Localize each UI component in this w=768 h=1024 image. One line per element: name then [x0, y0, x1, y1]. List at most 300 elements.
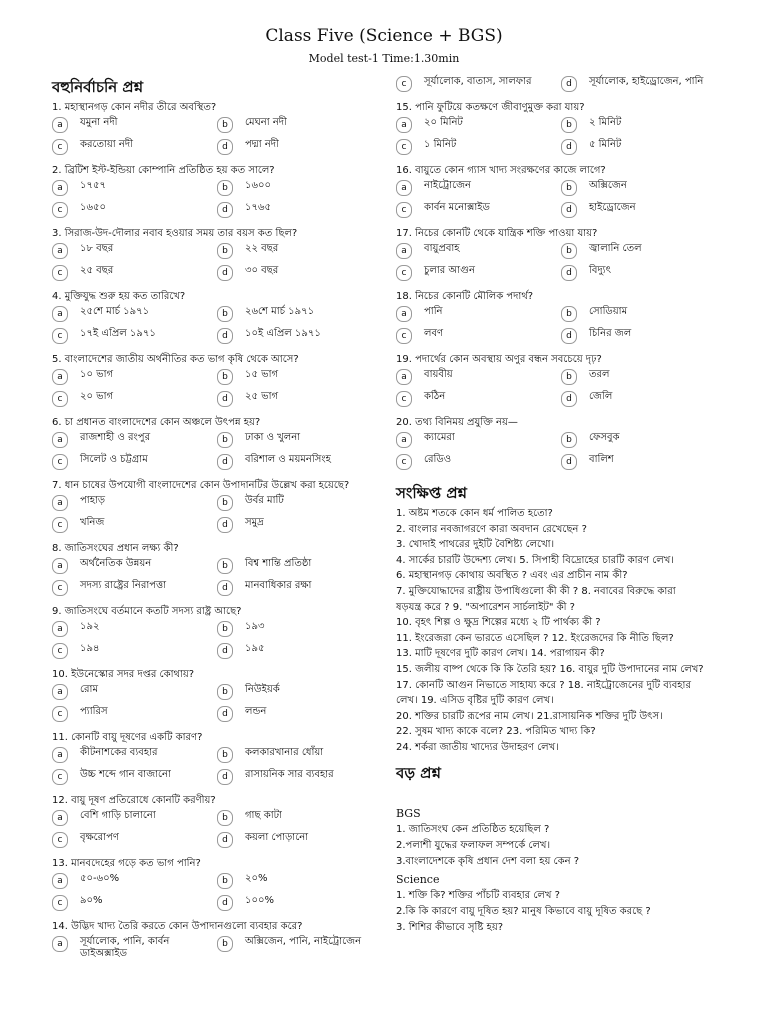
option-text: ১০ ভাগ [80, 369, 114, 380]
option-letter-d: d [217, 265, 233, 281]
option-letter-a: a [52, 180, 68, 196]
option-grid [396, 117, 726, 161]
mcq-list-left [52, 100, 382, 958]
mcq-question [52, 730, 382, 791]
option-text: ২০ ভাগ [80, 391, 114, 402]
option-letter-d: d [217, 580, 233, 596]
question-text: 1. মহাস্থানগড় কোন নদীর তীরে অবস্থিত? [52, 102, 217, 113]
option-text: তরল [589, 369, 610, 380]
option-text: ১৬৫০ [80, 202, 106, 213]
option-text: ১০ই এপ্রিল ১৯৭১ [245, 328, 321, 339]
option-c [52, 580, 217, 602]
option-text: ১৯২ [80, 621, 100, 632]
option-letter-b: b [561, 180, 577, 196]
question-text: 18. নিচের কোনটি মৌলিক পদার্থ? [396, 291, 534, 302]
mcq-question [52, 289, 382, 350]
option-text: কার্বন মনোক্সাইড [424, 202, 490, 213]
mcq-question [396, 100, 726, 161]
option-text: যমুনা নদী [80, 117, 118, 128]
option-d [561, 76, 726, 98]
option-a [52, 558, 217, 580]
option-text: জ্বালানি তেল [589, 243, 642, 254]
mcq-question [52, 541, 382, 602]
option-a [52, 495, 217, 517]
option-text: অক্সিজেন [589, 180, 627, 191]
option-text: রেডিও [424, 454, 452, 465]
option-text: ৫ মিনিট [589, 139, 622, 150]
option-letter-d: d [217, 769, 233, 785]
option-c [52, 328, 217, 350]
option-text: করতোয়া নদী [80, 139, 133, 150]
option-letter-b: b [561, 243, 577, 259]
option-text: সমুদ্র [245, 517, 264, 528]
option-text: ১৭৫৭ [80, 180, 106, 191]
option-text: রাসায়নিক সার ব্যবহার [245, 769, 334, 780]
broad-heading: বড় প্রশ্ন [396, 763, 441, 782]
option-b [217, 117, 382, 139]
option-c [52, 454, 217, 476]
option-d [561, 139, 726, 161]
option-b [217, 306, 382, 328]
option-text: নিউইয়র্ক [245, 684, 280, 695]
short-question-list [396, 506, 726, 756]
option-text: বালিশ [589, 454, 614, 465]
mcq-question [52, 100, 382, 161]
option-text: কীটনাশকের ব্যবহার [80, 747, 158, 758]
mcq-question [396, 289, 726, 350]
question-text: 2. ব্রিটিশ ইস্ট-ইন্ডিয়া কোম্পানি প্রতিষ্ঠিত হয় কত সালে? [52, 165, 275, 176]
option-b [217, 684, 382, 706]
option-a [52, 936, 217, 958]
bgs-question-list [396, 822, 726, 870]
option-text: চুলার আগুন [424, 265, 475, 276]
option-text: বেশি গাড়ি চালানো [80, 810, 156, 821]
option-letter-a: a [52, 873, 68, 889]
option-text: লবণ [424, 328, 444, 339]
option-letter-c: c [396, 76, 412, 92]
option-c [52, 202, 217, 224]
option-b [217, 432, 382, 454]
short-heading: সংক্ষিপ্ত প্রশ্ন [396, 484, 467, 502]
option-letter-d: d [561, 202, 577, 218]
science-question-list [396, 888, 726, 936]
option-a [396, 117, 561, 139]
option-text: রোম [80, 684, 99, 695]
option-letter-c: c [52, 391, 68, 407]
option-letter-a: a [396, 243, 412, 259]
option-letter-b: b [217, 747, 233, 763]
mcq-question [52, 478, 382, 539]
question-text: 17. নিচের কোনটি থেকে যান্ত্রিক শক্তি পাওয়া যায়? [396, 228, 598, 239]
option-b [561, 243, 726, 265]
option-grid [396, 180, 726, 224]
option-text: মেঘনা নদী [245, 117, 287, 128]
option-text: গাছ কাটা [245, 810, 282, 821]
option-text: বরিশাল ও ময়মনসিংহ [245, 454, 331, 465]
mcq-question [52, 226, 382, 287]
option-letter-d: d [561, 139, 577, 155]
option-grid [52, 558, 382, 602]
short-question: 7. মুক্তিযোদ্ধাদের রাষ্ট্রীয় উপাধিগুলো কী কী ? 8. নবাবের বিরুদ্ধে কারা [396, 585, 676, 597]
option-text: ২৫ বছর [80, 265, 114, 276]
option-text: খনিজ [80, 517, 105, 528]
question-text: 19. পদার্থের কোন অবস্থায় অণুর বন্ধন সবচেয়ে দৃঢ়? [396, 354, 602, 365]
short-question: 10. বৃহৎ শিল্প ও ক্ষুদ্র শিল্পের মধ্যে ২ টি পার্থক্য কী ? [396, 617, 601, 629]
option-text: ২২ বছর [245, 243, 279, 254]
option-text: ১৭৬৫ [245, 202, 271, 213]
option-b [217, 180, 382, 202]
short-question: 22. সুষম খাদ্য কাকে বলে? 23. পরিমিত খাদ্য কি? [396, 726, 596, 738]
option-letter-b: b [217, 243, 233, 259]
option-letter-b: b [217, 558, 233, 574]
option-letter-a: a [52, 432, 68, 448]
option-text: কঠিন [424, 391, 446, 402]
option-c [52, 391, 217, 413]
page-title: Class Five (Science + BGS) [265, 26, 503, 46]
option-letter-a: a [396, 306, 412, 322]
science-question: 3. শিশির কীভাবে সৃষ্টি হয়? [396, 921, 504, 933]
question-text: 11. কোনটি বায়ু দূষণের একটি কারণ? [52, 732, 203, 743]
option-b [217, 810, 382, 832]
left-column [52, 74, 382, 958]
option-c [396, 202, 561, 224]
option-text: সিলেট ও চট্টগ্রাম [80, 454, 148, 465]
option-letter-d: d [217, 139, 233, 155]
option-text: ১০০% [245, 895, 274, 906]
mcq-question [52, 604, 382, 665]
option-text: ১৯৪ [80, 643, 100, 654]
mcq-question [52, 352, 382, 413]
option-text: বৃক্ষরোপণ [80, 832, 119, 843]
option-text: ৫০-৬০% [80, 873, 120, 884]
option-letter-c: c [52, 706, 68, 722]
option-a [52, 873, 217, 895]
option-text: অক্সিজেন, পানি, নাইট্রোজেন [245, 936, 362, 947]
option-c [52, 139, 217, 161]
option-letter-a: a [396, 117, 412, 133]
option-a [52, 621, 217, 643]
option-text: বায়বীয় [424, 369, 453, 380]
option-grid [396, 306, 726, 350]
question-text: 10. ইউনেস্কোর সদর দপ্তর কোথায়? [52, 669, 195, 680]
question-text: 16. বায়ুতে কোন গ্যাস খাদ্য সংরক্ষণের কাজে লাগে? [396, 165, 606, 176]
option-b [217, 873, 382, 895]
option-d [217, 517, 382, 539]
option-text: সোডিয়াম [589, 306, 628, 317]
option-a [396, 432, 561, 454]
option-text: পাহাড় [80, 495, 105, 506]
option-d [217, 580, 382, 602]
mcq-carry-row [396, 76, 726, 98]
option-text: ৯০% [80, 895, 103, 906]
short-question: 20. শক্তির চারটি রূপের নাম লেখ। 21.রাসায়নিক শক্তির দুটি উৎস। [396, 710, 663, 722]
option-grid [52, 495, 382, 539]
option-d [217, 706, 382, 728]
option-letter-d: d [217, 643, 233, 659]
option-grid [396, 243, 726, 287]
option-c [52, 706, 217, 728]
option-text: ২০% [245, 873, 268, 884]
short-question: ষড়যন্ত্র করে ? 9. "অপারেশন সার্চলাইট" কী ? [396, 601, 575, 613]
option-text: ক্যামেরা [424, 432, 455, 443]
science-question: 2.কি কি কারণে বায়ু দূষিত হয়? মানুষ কিভাবে বায়ু দূষিত করছে ? [396, 905, 651, 917]
option-letter-a: a [396, 180, 412, 196]
question-text: 6. চা প্রধানত বাংলাদেশের কোন অঞ্চলে উৎপন্ন হয়? [52, 417, 261, 428]
option-letter-a: a [52, 936, 68, 952]
option-letter-a: a [52, 747, 68, 763]
option-a [396, 369, 561, 391]
bgs-question: 1. জাতিসংঘ কেন প্রতিষ্ঠিত হয়েছিল ? [396, 823, 550, 835]
option-a [52, 810, 217, 832]
option-c [52, 517, 217, 539]
mcq-question [396, 352, 726, 413]
option-grid [52, 117, 382, 161]
option-c [396, 139, 561, 161]
option-letter-c: c [396, 454, 412, 470]
option-letter-c: c [52, 517, 68, 533]
option-letter-a: a [52, 243, 68, 259]
option-grid [52, 621, 382, 665]
option-text: উর্বর মাটি [245, 495, 284, 506]
short-question: 1. অষ্টম শতকে কোন ধর্ম পালিত হতো? [396, 508, 553, 519]
option-letter-b: b [217, 936, 233, 952]
option-letter-b: b [217, 369, 233, 385]
option-letter-d: d [217, 391, 233, 407]
option-letter-d: d [217, 895, 233, 911]
option-text: কলকারখানার ধোঁয়া [245, 747, 324, 758]
page-subtitle: Model test-1 Time:1.30min [308, 52, 460, 65]
option-text: ১ মিনিট [424, 139, 457, 150]
option-b [217, 495, 382, 517]
option-letter-a: a [52, 495, 68, 511]
option-letter-d: d [561, 265, 577, 281]
option-c [396, 328, 561, 350]
option-c [52, 265, 217, 287]
short-question: 3. খোদাই পাথরের দুইটি বৈশিষ্ট্য লেখো। [396, 539, 555, 551]
option-text: ২ মিনিট [589, 117, 622, 128]
option-letter-b: b [217, 810, 233, 826]
option-letter-c: c [396, 391, 412, 407]
option-text: ২৫শে মার্চ ১৯৭১ [80, 306, 150, 317]
option-c [396, 391, 561, 413]
option-a [52, 180, 217, 202]
option-c [396, 76, 561, 98]
option-text: সূর্যালোক, পানি, কার্বন ডাইঅক্সাইড [80, 936, 170, 959]
right-column [396, 74, 726, 936]
question-text: 13. মানবদেহের গড়ে কত ভাগ পানি? [52, 858, 201, 869]
option-grid [52, 684, 382, 728]
option-letter-d: d [217, 517, 233, 533]
question-text: 4. মুক্তিযুদ্ধ শুরু হয় কত তারিখে? [52, 291, 186, 302]
option-text: সদস্য রাষ্ট্রের নিরাপত্তা [80, 580, 167, 591]
question-text: 20. তথ্য বিনিময় প্রযুক্তি নয়— [396, 417, 518, 428]
option-text: ১৫ ভাগ [245, 369, 279, 380]
option-letter-a: a [396, 432, 412, 448]
option-letter-c: c [396, 202, 412, 218]
question-text: 12. বায়ু দূষণ প্রতিরোধে কোনটি করণীয়? [52, 795, 216, 806]
option-letter-b: b [561, 432, 577, 448]
question-text: 14. উদ্ভিদ খাদ্য তৈরি করতে কোন উপাদানগুলো ব্যবহার করে? [52, 921, 303, 932]
option-d [217, 265, 382, 287]
option-letter-c: c [52, 139, 68, 155]
option-letter-b: b [217, 873, 233, 889]
option-letter-c: c [52, 769, 68, 785]
option-letter-b: b [217, 117, 233, 133]
option-d [561, 265, 726, 287]
mcq-question [396, 415, 726, 476]
option-letter-b: b [561, 306, 577, 322]
option-a [396, 306, 561, 328]
option-b [561, 180, 726, 202]
option-grid [52, 306, 382, 350]
option-text: ১৭ই এপ্রিল ১৯৭১ [80, 328, 156, 339]
option-letter-b: b [217, 306, 233, 322]
option-d [217, 895, 382, 917]
short-question: 6. মহাস্থানগড় কোথায় অবস্থিত ? এবং এর প্রাচীন নাম কী? [396, 570, 628, 582]
option-d [561, 391, 726, 413]
option-letter-d: d [217, 202, 233, 218]
option-b [217, 936, 382, 958]
option-b [217, 621, 382, 643]
short-question: 11. ইংরেজরা কেন ভারতে এসেছিল ? 12. ইংরেজদের কি নীতি ছিল? [396, 632, 674, 644]
option-text: ৩০ বছর [245, 265, 279, 276]
option-text: চিনির জল [589, 328, 632, 339]
option-letter-d: d [561, 454, 577, 470]
option-letter-a: a [52, 117, 68, 133]
option-text: অর্থনৈতিক উন্নয়ন [80, 558, 152, 569]
mcq-list-right [396, 100, 726, 476]
option-d [217, 328, 382, 350]
option-a [52, 243, 217, 265]
option-grid [52, 180, 382, 224]
option-text: হাইড্রোজেন [589, 202, 636, 213]
option-d [217, 139, 382, 161]
option-grid [52, 936, 382, 958]
bgs-question: 3.বাংলাদেশকে কৃষি প্রধান দেশ বলা হয় কেন ? [396, 855, 580, 867]
mcq-question [52, 667, 382, 728]
option-a [52, 117, 217, 139]
option-b [561, 306, 726, 328]
mcq-heading: বহুনির্বাচনি প্রশ্ন [52, 78, 144, 96]
option-text: ১৬০০ [245, 180, 271, 191]
option-a [52, 684, 217, 706]
option-text: ২৫ ভাগ [245, 391, 279, 402]
mcq-question [396, 163, 726, 224]
option-letter-d: d [561, 76, 577, 92]
option-grid [52, 432, 382, 476]
short-question: 2. বাংলার নবজাগরণে কারা অবদান রেখেছেন ? [396, 523, 587, 535]
option-text: রাজশাহী ও রংপুর [80, 432, 151, 443]
option-letter-a: a [52, 306, 68, 322]
option-letter-a: a [52, 684, 68, 700]
option-d [561, 454, 726, 476]
option-a [52, 369, 217, 391]
question-text: 8. জাতিসংঘের প্রধান লক্ষ্য কী? [52, 543, 179, 554]
short-question: 17. কোনটি আগুন নিভাতে সাহায্য করে ? 18. নাইট্রোজেনের দুটি ব্যবহার [396, 679, 691, 691]
option-grid [52, 243, 382, 287]
option-b [561, 432, 726, 454]
option-letter-a: a [52, 369, 68, 385]
mcq-question [52, 793, 382, 854]
option-text: বায়ুপ্রবাহ [424, 243, 460, 254]
option-a [52, 747, 217, 769]
option-d [561, 328, 726, 350]
option-letter-b: b [217, 495, 233, 511]
option-letter-a: a [52, 621, 68, 637]
option-letter-b: b [217, 432, 233, 448]
option-text: সূর্যালোক, বাতাস, সালফার [424, 76, 532, 87]
mcq-question [52, 415, 382, 476]
option-grid [52, 873, 382, 917]
option-text: ঢাকা ও খুলনা [245, 432, 301, 443]
option-b [561, 369, 726, 391]
option-letter-b: b [217, 621, 233, 637]
mcq-question [52, 919, 382, 958]
option-letter-c: c [52, 454, 68, 470]
option-b [217, 747, 382, 769]
option-c [396, 454, 561, 476]
option-a [396, 243, 561, 265]
option-letter-a: a [52, 810, 68, 826]
option-letter-b: b [217, 684, 233, 700]
short-question: 24. শর্করা জাতীয় খাদ্যের উদাহরণ লেখ। [396, 741, 559, 753]
option-d [217, 769, 382, 791]
option-text: জেলি [589, 391, 613, 402]
question-text: 5. বাংলাদেশের জাতীয় অর্থনীতির কত ভাগ কৃষি থেকে আসে? [52, 354, 299, 365]
option-b [217, 243, 382, 265]
question-text: 15. পানি ফুটিয়ে কতক্ষণে জীবাণুমুক্ত করা যায়? [396, 102, 585, 113]
option-d [561, 202, 726, 224]
option-letter-d: d [217, 454, 233, 470]
option-d [217, 202, 382, 224]
option-text: পদ্মা নদী [245, 139, 279, 150]
option-text: লন্ডন [245, 706, 267, 717]
option-letter-d: d [217, 328, 233, 344]
option-text: উচ্চ শব্দে গান বাজানো [80, 769, 171, 780]
mcq-question [396, 226, 726, 287]
option-text: ১৮ বছর [80, 243, 114, 254]
option-letter-d: d [217, 832, 233, 848]
option-letter-c: c [52, 643, 68, 659]
option-letter-d: d [217, 706, 233, 722]
short-question: 13. মাটি দূষণের দুটি কারণ লেখ। 14. পরাগায়ন কী? [396, 648, 605, 660]
option-letter-b: b [561, 369, 577, 385]
option-letter-c: c [52, 265, 68, 281]
option-a [52, 306, 217, 328]
option-grid [52, 747, 382, 791]
short-question: লেখ। 19. এসিড বৃষ্টির দুটি কারণ লেখ। [396, 695, 554, 707]
mcq-question [52, 163, 382, 224]
option-text: মানবাধিকার রক্ষা [245, 580, 312, 591]
bgs-question: 2.পলাশী যুদ্ধের ফলাফল সম্পর্কে লেখ। [396, 839, 551, 851]
option-letter-d: d [561, 328, 577, 344]
option-letter-c: c [52, 832, 68, 848]
short-question: 15. জলীয় বাষ্প থেকে কি কি তৈরি হয়? 16. বায়ুর দুটি উপাদানের নাম লেখ? [396, 663, 704, 675]
option-letter-c: c [52, 202, 68, 218]
option-c [52, 832, 217, 854]
option-text: পানি [424, 306, 443, 317]
spacer [396, 786, 726, 804]
option-grid [396, 369, 726, 413]
option-c [396, 265, 561, 287]
mcq-question [52, 856, 382, 917]
option-text: ফেসবুক [589, 432, 620, 443]
option-b [561, 117, 726, 139]
option-letter-c: c [52, 895, 68, 911]
option-text: নাইট্রোজেন [424, 180, 472, 191]
science-label: Science [396, 872, 440, 886]
option-d [217, 832, 382, 854]
